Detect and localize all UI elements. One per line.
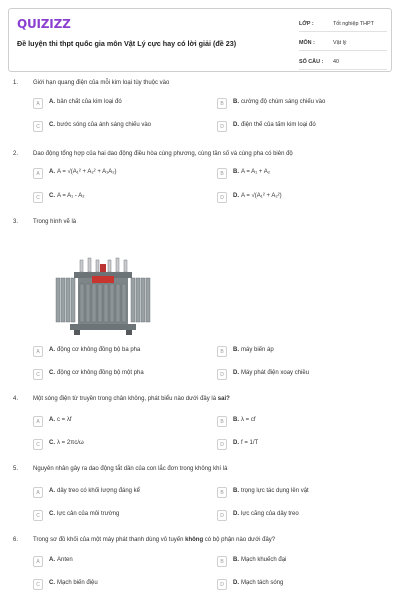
option-a[interactable] xyxy=(33,556,203,569)
question-number: 1. xyxy=(13,80,19,86)
quizizz-logo: QUIZIZZ xyxy=(17,17,71,31)
option-c[interactable] xyxy=(33,510,203,523)
option-c[interactable] xyxy=(33,579,203,592)
option-text: động cơ không đồng bộ ba pha xyxy=(57,347,141,353)
option-text: trọng lực tác dụng lên vật xyxy=(241,488,309,494)
option-text: f = 1/T xyxy=(241,440,259,446)
question-number: 3. xyxy=(13,219,19,225)
option-letter: C. xyxy=(49,511,55,517)
question-text-emphasis: không xyxy=(185,537,204,543)
option-text: điện thế của tấm kim loại đó xyxy=(241,122,316,128)
option-text: cường độ chùm sáng chiếu vào xyxy=(241,99,326,105)
option-a[interactable] xyxy=(33,98,203,111)
option-c[interactable] xyxy=(33,121,203,134)
option-a[interactable] xyxy=(33,168,203,181)
option-marker: D xyxy=(217,510,227,521)
option-marker: B xyxy=(217,416,227,427)
question-text-part: có bộ phận nào dưới đây? xyxy=(203,537,276,543)
option-letter: D. xyxy=(233,193,239,199)
option-letter: D. xyxy=(233,370,239,376)
option-marker: A xyxy=(33,487,43,498)
option-marker: C xyxy=(33,192,43,203)
option-marker: A xyxy=(33,556,43,567)
option-marker: B xyxy=(217,98,227,109)
worksheet-header xyxy=(8,8,392,72)
option-letter: C. xyxy=(49,370,55,376)
option-text: Máy phát điện xoay chiều xyxy=(241,370,310,376)
option-text: bước sóng của ánh sáng chiếu vào xyxy=(57,122,152,128)
option-a[interactable] xyxy=(33,487,203,500)
option-letter: C. xyxy=(49,122,55,128)
meta-value: Tốt nghiệp THPT xyxy=(333,21,374,27)
option-text: A = A₁ - A₂ xyxy=(57,193,85,199)
meta-row-count xyxy=(299,55,387,70)
option-marker: C xyxy=(33,510,43,521)
worksheet-meta xyxy=(299,17,387,74)
option-b[interactable] xyxy=(217,416,387,429)
question-text xyxy=(33,396,383,402)
option-marker: A xyxy=(33,98,43,109)
option-letter: B. xyxy=(233,417,239,423)
option-text: c = λf xyxy=(57,417,72,423)
option-marker: D xyxy=(217,579,227,590)
option-letter: B. xyxy=(233,347,239,353)
option-b[interactable] xyxy=(217,168,387,181)
option-marker: D xyxy=(217,439,227,450)
option-marker: B xyxy=(217,168,227,179)
option-marker: D xyxy=(217,192,227,203)
question-text-part: Một sóng điện từ truyền trong chân không, phát biểu nào dưới đây là xyxy=(33,396,218,402)
option-letter: A. xyxy=(49,169,55,175)
option-d[interactable] xyxy=(217,579,387,592)
option-letter: C. xyxy=(49,193,55,199)
transformer-image xyxy=(50,254,156,336)
option-marker: B xyxy=(217,346,227,357)
option-letter: C. xyxy=(49,580,55,586)
option-letter: A. xyxy=(49,347,55,353)
option-marker: B xyxy=(217,556,227,567)
option-d[interactable] xyxy=(217,192,387,205)
meta-row-subject xyxy=(299,36,387,51)
option-d[interactable] xyxy=(217,510,387,523)
question-text: Dao động tổng hợp của hai dao động điều hòa cùng phương, cùng tần số và cùng pha có biên độ xyxy=(33,151,293,157)
option-marker: A xyxy=(33,346,43,357)
question-number: 4. xyxy=(13,396,19,402)
option-letter: D. xyxy=(233,511,239,517)
option-marker: C xyxy=(33,121,43,132)
option-letter: A. xyxy=(49,99,55,105)
option-letter: A. xyxy=(49,557,55,563)
option-a[interactable] xyxy=(33,346,203,359)
question-number: 6. xyxy=(13,537,19,543)
option-c[interactable] xyxy=(33,439,203,452)
option-text: Mạch biến điệu xyxy=(57,580,98,586)
option-marker: C xyxy=(33,439,43,450)
question-text: Nguyên nhân gây ra dao động tắt dần của con lắc đơn trong không khí là xyxy=(33,466,228,472)
option-marker: A xyxy=(33,168,43,179)
option-marker: C xyxy=(33,579,43,590)
option-marker: B xyxy=(217,487,227,498)
option-text: bản chất của kim loại đó xyxy=(57,99,122,105)
option-marker: D xyxy=(217,121,227,132)
worksheet-title: Đề luyện thi thpt quốc gia môn Vật Lý cực hay có lời giải (đề 23) xyxy=(17,39,237,48)
option-text: dây treo có khối lượng đáng kể xyxy=(57,488,141,494)
option-d[interactable] xyxy=(217,369,387,382)
option-b[interactable] xyxy=(217,346,387,359)
question-text: Giới hạn quang điện của mỗi kim loại tùy thuộc vào xyxy=(33,80,170,86)
option-text: λ = cf xyxy=(241,417,256,423)
meta-row-class xyxy=(299,17,387,32)
option-c[interactable] xyxy=(33,369,203,382)
option-text: λ = 2πc/ω xyxy=(57,440,84,446)
option-letter: B. xyxy=(233,488,239,494)
option-b[interactable] xyxy=(217,556,387,569)
question-text xyxy=(33,537,383,543)
option-letter: D. xyxy=(233,122,239,128)
option-text: lực căng của dây treo xyxy=(241,511,299,517)
meta-value: 40 xyxy=(333,59,339,65)
option-text: A = √(A₁² + A₂²) xyxy=(241,193,282,199)
option-letter: D. xyxy=(233,440,239,446)
option-d[interactable] xyxy=(217,439,387,452)
meta-key: SỐ CÂU : xyxy=(299,59,324,65)
question-text-emphasis: sai? xyxy=(217,396,230,402)
option-text: A = A₁ + A₂ xyxy=(241,169,271,175)
option-letter: A. xyxy=(49,417,55,423)
question-text-part: Trong sơ đồ khối của một máy phát thanh dùng vô tuyến xyxy=(33,537,186,543)
option-text: Mạch khuếch đại xyxy=(241,557,287,563)
option-marker: D xyxy=(217,369,227,380)
meta-value: Vật lý xyxy=(333,40,347,46)
option-letter: B. xyxy=(233,557,239,563)
option-letter: B. xyxy=(233,169,239,175)
option-marker: A xyxy=(33,416,43,427)
option-c[interactable] xyxy=(33,192,203,205)
option-marker: C xyxy=(33,369,43,380)
question-text: Trong hình vẽ là xyxy=(33,219,77,225)
option-letter: A. xyxy=(49,488,55,494)
option-letter: B. xyxy=(233,99,239,105)
option-letter: C. xyxy=(49,440,55,446)
option-d[interactable] xyxy=(217,121,387,134)
option-text: Mạch tách sóng xyxy=(241,580,284,586)
option-text: động cơ không đồng bộ một pha xyxy=(57,370,144,376)
option-text: A = √(A₁² + A₂² + A₁A₂) xyxy=(57,169,117,175)
meta-key: LỚP : xyxy=(299,21,314,27)
option-letter: D. xyxy=(233,580,239,586)
question-number: 5. xyxy=(13,466,19,472)
option-text: máy biến áp xyxy=(241,347,274,353)
question-number: 2. xyxy=(13,151,19,157)
option-text: lực cản của môi trường xyxy=(57,511,120,517)
option-a[interactable] xyxy=(33,416,203,429)
meta-key: MÔN : xyxy=(299,40,315,46)
option-b[interactable] xyxy=(217,487,387,500)
option-text: Anten xyxy=(57,557,73,563)
option-b[interactable] xyxy=(217,98,387,111)
